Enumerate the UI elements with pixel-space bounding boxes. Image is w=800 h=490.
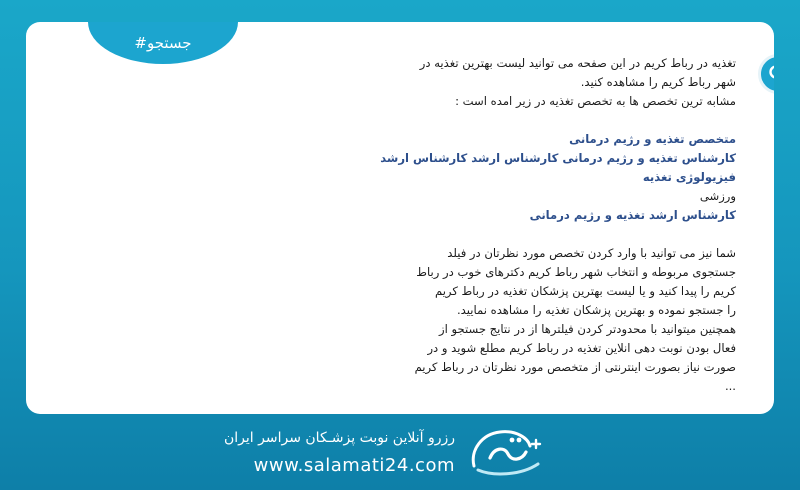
specialty-link[interactable]: متخصص تغذیه و رژیم درمانی (569, 132, 736, 146)
body-text: فعال بودن نوبت دهی انلاین تغذیه در رباط کریم مطلع شوید و در (427, 341, 736, 355)
intro-text: تغذیه در رباط کریم در این صفحه می توانید لیست بهترین تغذیه در (419, 56, 736, 70)
more-ellipsis[interactable]: ... (724, 379, 736, 393)
body-text: همچنین میتوانید با محدودتر کردن فیلترها از در نتایج جستجو از (439, 322, 736, 336)
intro-text: مشابه ترین تخصص ها به تخصص تغذیه در زیر امده است : (455, 94, 736, 108)
page-content (336, 54, 736, 396)
specialty-link-suffix: ورزشی (699, 189, 736, 203)
footer-url-link[interactable]: www.salamati24.com (253, 455, 455, 476)
body-text: جستجوی مربوطه و انتخاب شهر رباط کریم دکترهای خوب در رباط (416, 265, 736, 279)
footer-tagline: رزرو آنلاین نوبت پزشـکان سراسر ایران (224, 430, 455, 446)
intro-text: شهر رباط کریم را مشاهده کنید. (580, 75, 736, 89)
salamati-logo-icon (468, 426, 544, 478)
search-icon (768, 64, 774, 84)
body-text: شما نیز می توانید با وارد کردن تخصص مورد نظرتان در فیلد (447, 246, 736, 260)
specialty-link[interactable]: کارشناس ارشد تغذیه و رژیم درمانی (529, 208, 736, 222)
specialty-link[interactable]: کارشناس تغذیه و رژیم درمانی کارشناس ارشد کارشناس ارشد فیزیولوژی تغذیه (380, 151, 736, 184)
search-tag[interactable]: #جستجو (88, 22, 238, 64)
body-text: صورت نیاز بصورت اینترنتی از متخصص مورد نظرتان در رباط کریم (414, 360, 736, 374)
search-button[interactable] (758, 54, 774, 94)
body-text: را جستجو نموده و بهترین پزشکان تغذیه را مشاهده نمایید. (456, 303, 736, 317)
content-card (26, 22, 774, 414)
body-text: کریم را پیدا کنید و یا لیست بهترین پزشکان تغذیه در رباط کریم (434, 284, 736, 298)
